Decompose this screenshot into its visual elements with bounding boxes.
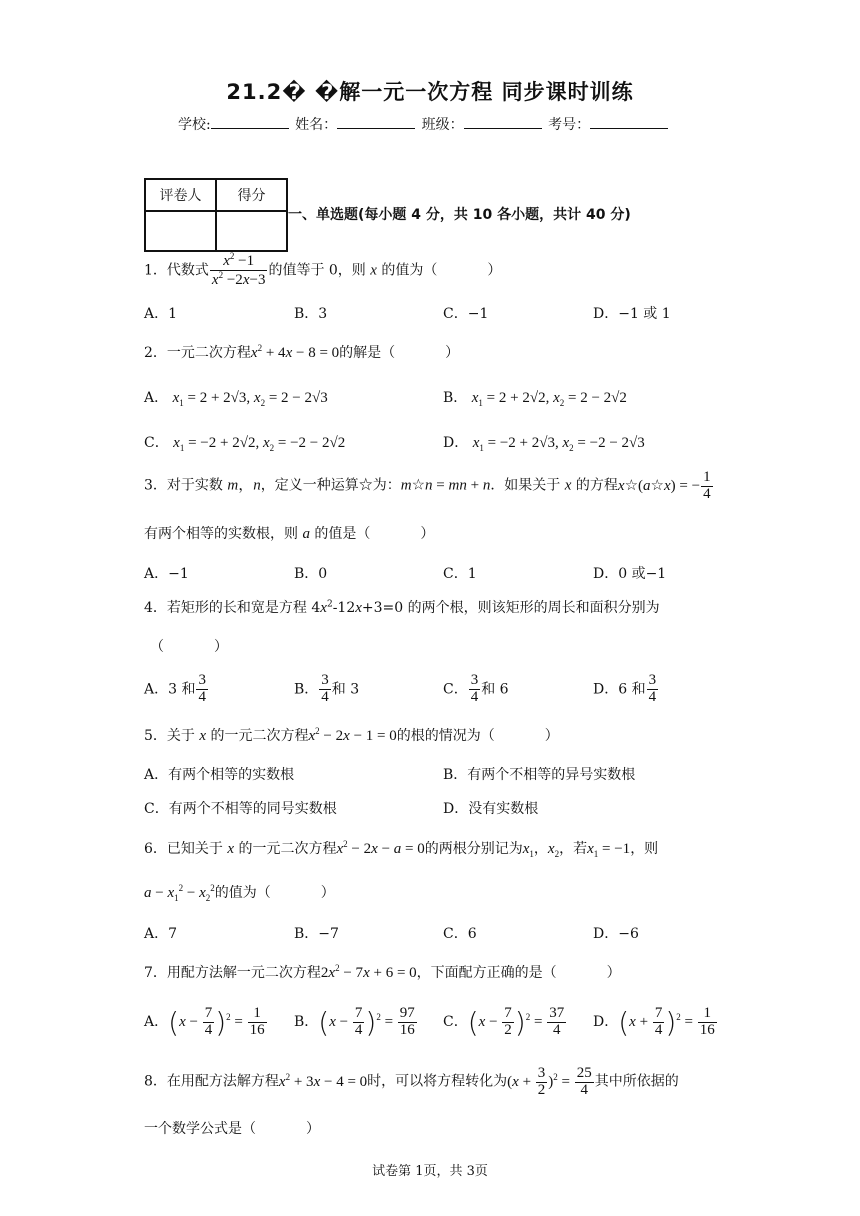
q7-c-label: C． — [443, 1013, 468, 1030]
question-8 — [144, 1066, 679, 1099]
class-field[interactable] — [464, 114, 542, 129]
q5-equation: $x^2 - 2x - 1 = 0$ — [308, 726, 397, 744]
q6-number: 6． — [144, 841, 167, 857]
q8-transformed: (x + $\frac{3}{2}$ )$^2$ = $\frac{25}{4}$ — [507, 1065, 592, 1098]
q7-d-label: D． — [593, 1013, 619, 1030]
q1-option-b[interactable]: B．3 — [294, 306, 328, 322]
q3-number: 3． — [144, 477, 167, 494]
question-7 — [144, 962, 621, 982]
q6-post: 的两根分别记为 — [424, 841, 523, 857]
q3-vars: m — [227, 477, 239, 494]
q2-c-label: C． — [144, 435, 169, 451]
q1-fraction: $\frac{x^2 -1}{x^2 -2x-3}$ — [211, 251, 266, 288]
q8-number: 8． — [144, 1073, 167, 1090]
grader-header: 评卷人 — [145, 179, 216, 211]
q5-close: ） — [544, 728, 559, 744]
q7-close: ） — [606, 965, 621, 981]
q2-number: 2． — [144, 345, 167, 361]
q8-post: 其中所依据的 — [594, 1073, 679, 1090]
q4-text3: +3=0 的两个根，则该矩形的周长和面积分别为 — [361, 600, 660, 616]
q4-option-b[interactable]: B． $\frac{3}{4}$ 和 3 — [294, 672, 360, 705]
q7-a-label: A． — [144, 1013, 169, 1030]
page-title: 21.2� �解一元一次方程 同步课时训练 — [226, 80, 634, 104]
class-label: 班级： — [421, 117, 464, 133]
q3-option-a[interactable]: A．−1 — [144, 566, 189, 582]
q6-option-a[interactable]: A．7 — [144, 926, 178, 942]
q6-then: ，则 — [630, 841, 659, 857]
q2-option-c[interactable] — [144, 432, 345, 453]
q6-pre: 已知关于 — [166, 841, 228, 857]
q6-option-c[interactable]: C．6 — [443, 926, 477, 942]
q4-b-label: B． — [294, 681, 319, 698]
q6-option-b[interactable]: B．−7 — [294, 926, 339, 942]
q4-option-c[interactable]: C． $\frac{3}{4}$ 和 6 — [443, 672, 509, 705]
q5-pre: 关于 — [166, 728, 200, 744]
q7-option-b[interactable]: B．(x − $\frac{7}{4}$ )$^2$ = $\frac{97}{16}$ — [294, 1005, 415, 1039]
q5-option-d[interactable]: D．没有实数根 — [443, 801, 539, 817]
q4-option-a[interactable]: A．3 和 $\frac{3}{4}$ — [144, 672, 206, 705]
question-6: 6．已知关于 x 的一元二次方程$x^2 - 2x - a = 0$的两根分别记为$x_1$，$x_2$，若$x_1 = -1$，则 — [144, 839, 659, 859]
question-6-line2 — [144, 882, 335, 903]
page-footer: 试卷第 1页，共 3页 — [372, 1164, 488, 1179]
q4-text: 若矩形的长和宽是方程 4 — [166, 600, 321, 616]
q4-b-tail: 和 3 — [331, 681, 360, 698]
q6-cond: ，若 — [559, 841, 588, 857]
q4-number: 4． — [144, 600, 167, 616]
section-title: 一、单选题(每小题 4 分，共 10 各小题，共计 40 分) — [288, 207, 631, 223]
q7-post: ，下面配方正确的是（ — [416, 965, 557, 981]
q7-option-d[interactable]: D．(x + $\frac{7}{4}$ )$^2$ = $\frac{1}{16}$ — [593, 1005, 715, 1039]
q6-condition: $x_1 = -1$ — [587, 841, 631, 859]
q3-option-d[interactable]: D．0 或−1 — [593, 566, 667, 582]
q2-equation: $x^2 + 4x - 8 = 0$ — [250, 343, 340, 361]
q7-b-label: B． — [294, 1013, 319, 1030]
q4-c-label: C． — [443, 681, 468, 698]
question-3: 3．对于实数 m，n，定义一种运算☆为：m☆n = mn + n．如果关于 x 的方程x☆(a☆x) = − $\frac{1}{4}$ — [144, 470, 714, 503]
q3-text-c: ．如果关于 — [490, 477, 565, 494]
q4-c-tail: 和 6 — [481, 681, 509, 698]
q6-close: ） — [320, 885, 335, 901]
q2-b-expr: $x_1 = 2 + 2√2$, $x_2 = 2 - 2√2$ — [471, 390, 627, 408]
name-field[interactable] — [337, 114, 415, 129]
q8-mid: 时，可以将方程转化为 — [367, 1073, 508, 1090]
exam-no-field[interactable] — [590, 114, 668, 129]
q1-option-c[interactable]: C．−1 — [443, 306, 489, 322]
q1-post: 的值等于 0，则 — [268, 262, 371, 279]
score-cell[interactable] — [216, 211, 287, 251]
q2-close: ） — [445, 345, 460, 361]
q3-option-b[interactable]: B．0 — [294, 566, 328, 582]
q2-b-label: B． — [443, 390, 468, 406]
question-8-line2 — [144, 1118, 320, 1138]
exam-no-label: 考号： — [548, 117, 591, 133]
q4-text2: -12 — [332, 600, 356, 616]
school-field[interactable] — [211, 114, 289, 129]
q8-equation: $x^2 + 3x - 4 = 0$ — [278, 1071, 368, 1090]
question-2 — [144, 342, 459, 362]
q5-post: 的根的情况为（ — [396, 728, 495, 744]
q2-post: 的解是（ — [339, 345, 396, 361]
q6-equation: $x^2 - 2x - a = 0$ — [336, 839, 425, 857]
student-info — [178, 114, 670, 134]
q5-option-a[interactable]: A．有两个相等的实数根 — [144, 767, 295, 783]
q5-option-c[interactable]: C．有两个不相等的同号实数根 — [144, 801, 337, 817]
grader-cell[interactable] — [145, 211, 216, 251]
q2-option-d[interactable] — [443, 432, 645, 453]
q6-expression: $a - x_1^2 - x_2^2$ — [144, 883, 215, 903]
q1-option-a[interactable]: A．1 — [144, 306, 178, 322]
q2-option-b[interactable] — [443, 387, 627, 408]
q3-option-c[interactable]: C．1 — [443, 566, 477, 582]
q2-d-expr: $x_1 = -2 + 2√3$, $x_2 = -2 - 2√3$ — [472, 435, 645, 453]
q5-mid: 的一元二次方程 — [206, 728, 309, 744]
q2-c-expr: $x_1 = -2 + 2√2$, $x_2 = -2 - 2√2$ — [173, 435, 346, 453]
q3-text-b: ，定义一种运算☆为： — [260, 477, 401, 494]
q6-sep: ， — [533, 841, 548, 857]
q1-var: x — [370, 262, 377, 279]
q8-close: ） — [306, 1121, 320, 1137]
q6-mid: 的一元二次方程 — [234, 841, 337, 857]
question-4: 4．若矩形的长和宽是方程 $4x^2-12x+3=0$ 的两个根，则该矩形的周长和面积分别为 — [144, 599, 660, 616]
q3-line2: 有两个相等的实数根，则 — [144, 526, 303, 542]
q1-close: ） — [487, 262, 502, 279]
q3-text-a: 对于实数 — [166, 477, 228, 494]
q4-close: ） — [214, 639, 228, 655]
q3-line2b: 的值是（ — [309, 526, 371, 542]
q6-line2: 的值为（ — [214, 885, 271, 901]
question-3-line2: 有两个相等的实数根，则 a 的值是（ ） — [144, 526, 435, 542]
question-5: 5．关于 x 的一元二次方程$x^2 - 2x - 1 = 0$的根的情况为（ ） — [144, 726, 559, 744]
q8-line2: 一个数学公式是（ — [144, 1121, 256, 1137]
q4-open: （ — [150, 639, 164, 655]
q3-text-d: 的方程 — [571, 477, 618, 494]
q4-option-d[interactable]: D．6 和 $\frac{3}{4}$ — [593, 672, 657, 705]
q8-pre: 在用配方法解方程 — [166, 1073, 279, 1090]
score-table — [144, 178, 288, 252]
q2-a-label: A． — [144, 390, 169, 406]
question-4-line2 — [150, 636, 228, 656]
q6-option-d[interactable]: D．−6 — [593, 926, 639, 942]
q3-close: ） — [420, 526, 435, 542]
name-label: 姓名： — [295, 117, 338, 133]
q2-d-label: D． — [443, 435, 469, 451]
q4-a-label: A．3 和 — [144, 681, 196, 698]
q7-equation: $2x^2 - 7x + 6 = 0$ — [320, 963, 417, 981]
q7-option-a[interactable]: A．(x − $\frac{7}{4}$ )$^2$ = $\frac{1}{16}$ — [144, 1005, 265, 1039]
q5-number: 5． — [144, 728, 167, 744]
q7-pre: 用配方法解一元二次方程 — [166, 965, 321, 981]
q3-equation: x☆(a☆x) = − $\frac{1}{4}$ — [617, 469, 711, 502]
q1-pre: 代数式 — [166, 262, 209, 279]
q1-option-d[interactable]: D．−1 或 1 — [593, 306, 671, 322]
q7-number: 7． — [144, 965, 167, 981]
q5-option-b[interactable]: B．有两个不相等的异号实数根 — [443, 767, 636, 783]
q4-d-label: D．6 和 — [593, 681, 646, 698]
school-label: 学校: — [178, 117, 211, 133]
q3-def: m☆n = mn + n — [400, 477, 491, 494]
q1-tail: 的值为（ — [376, 262, 438, 279]
q7-option-c[interactable]: C．(x − $\frac{7}{2}$ )$^2$ = $\frac{37}{4}$ — [443, 1005, 565, 1039]
q2-a-expr: $x_1 = 2 + 2√3$, $x_2 = 2 - 2√3$ — [172, 390, 328, 408]
question-1 — [144, 252, 501, 289]
q2-pre: 一元二次方程 — [166, 345, 251, 361]
q1-number: 1． — [144, 262, 167, 279]
score-header: 得分 — [216, 179, 287, 211]
q2-option-a[interactable] — [144, 387, 328, 408]
